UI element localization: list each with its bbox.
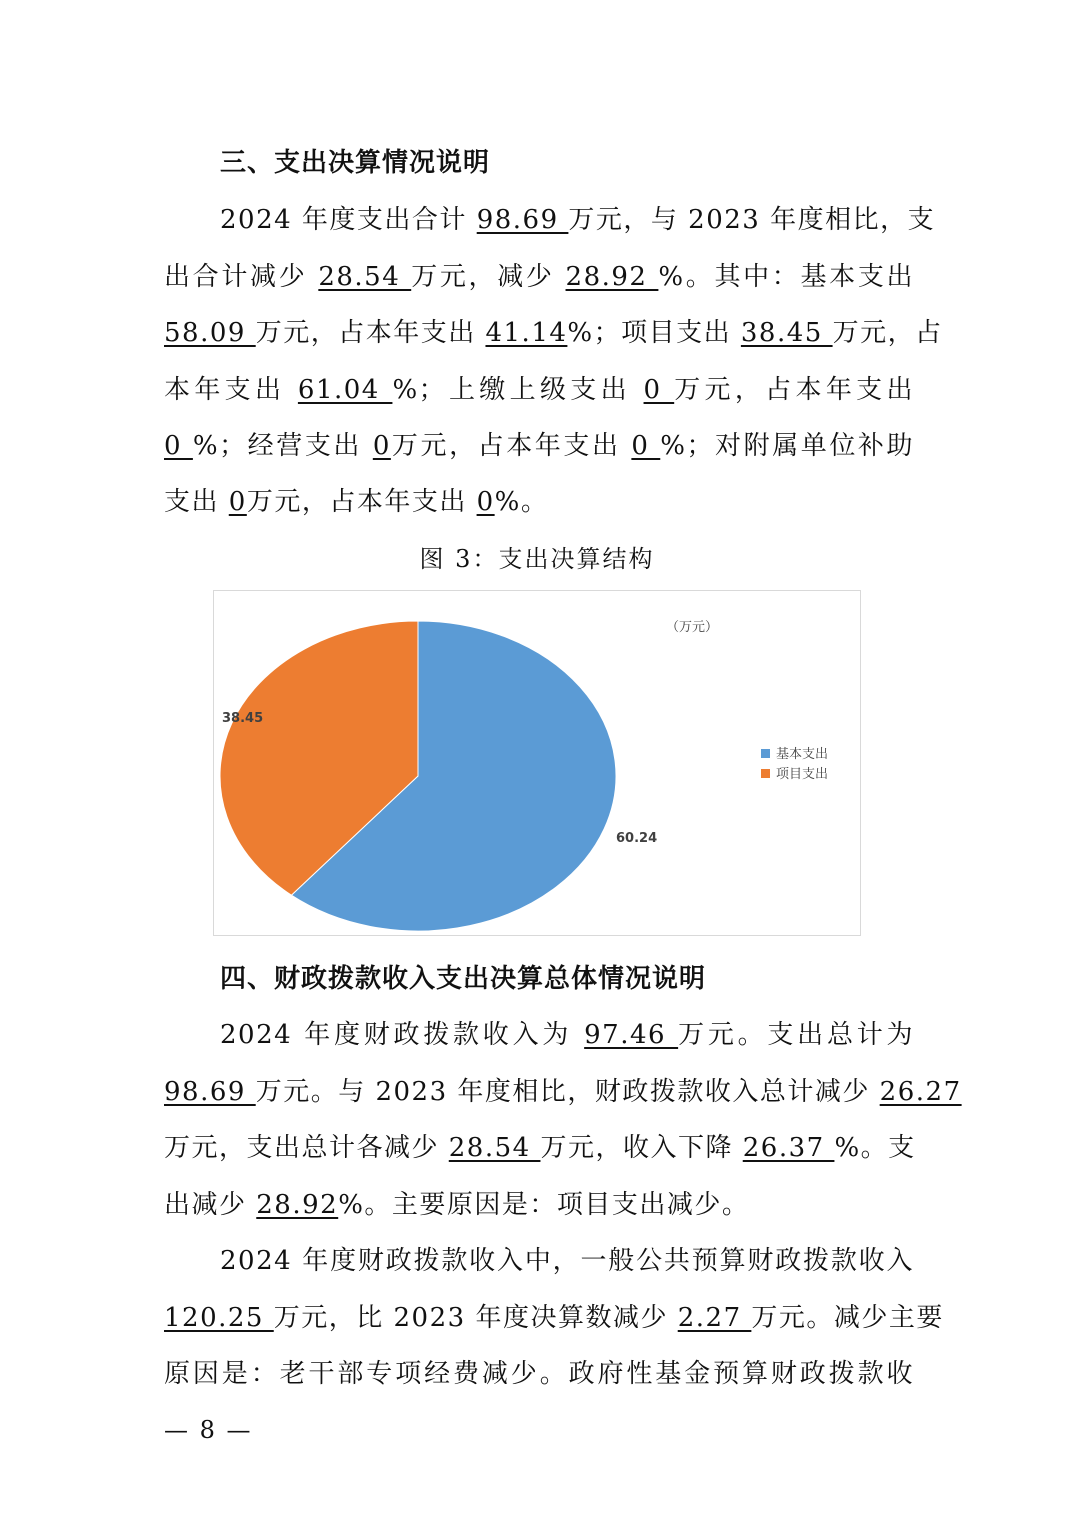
text-segment: %。支 — [834, 1133, 916, 1163]
underlined-value: 2.27 — [677, 1303, 752, 1333]
underlined-value: 0 — [643, 375, 675, 405]
unit-label: （万元） — [666, 620, 719, 635]
underlined-value: 28.54 — [318, 262, 412, 292]
underlined-value: 0 — [631, 431, 661, 461]
underlined-value: 41.14 — [485, 318, 568, 348]
underlined-value: 26.37 — [742, 1133, 835, 1163]
text-segment: %。 — [494, 487, 549, 517]
text-segment: %。其中：基本支出 — [658, 262, 915, 292]
figure-caption: 图 3：支出决算结构 — [419, 545, 655, 573]
text-segment: 万元，与 2023 年度相比，支 — [568, 205, 936, 235]
text-segment: 支出 — [164, 487, 229, 517]
text-segment: 出合计减少 — [164, 262, 319, 292]
section-4-line — [220, 1014, 914, 1051]
section-3-line — [164, 312, 943, 349]
text-segment: 2024 年度财政拨款收入为 — [220, 1020, 585, 1050]
section-3-line — [164, 425, 914, 462]
text-segment: 万元，比 2023 年度决算数减少 — [273, 1303, 678, 1333]
text-segment: %。主要原因是：项目支出减少。 — [338, 1190, 750, 1220]
text-segment: 2024 年度财政拨款收入中，一般公共预算财政拨款收入 — [220, 1246, 914, 1276]
legend-label: 基本支出 — [776, 747, 829, 762]
data-label: 60.24 — [616, 831, 658, 846]
text-segment: 万元，减少 — [411, 262, 566, 292]
text-segment: 原因是：老干部专项经费减少。政府性基金预算财政拨款收 — [164, 1359, 914, 1389]
section-4-line — [164, 1071, 962, 1108]
text-segment: 出减少 — [164, 1190, 257, 1220]
underlined-value: 98.69 — [476, 205, 569, 235]
section-4-line — [220, 1240, 914, 1277]
section-3-line — [220, 199, 936, 236]
text-segment: 万元，收入下降 — [540, 1133, 743, 1163]
section-4-line — [164, 1127, 914, 1164]
page-number: — 8 — — [164, 1416, 253, 1444]
text-segment: 万元，占本年支出 — [674, 375, 914, 405]
underlined-value: 120.25 — [164, 1303, 274, 1333]
text-segment: 万元。支出总计为 — [678, 1020, 914, 1050]
underlined-value: 61.04 — [297, 375, 393, 405]
underlined-value: 98.69 — [164, 1077, 256, 1107]
underlined-value: 58.09 — [164, 318, 256, 348]
legend-label: 项目支出 — [776, 767, 829, 782]
text-segment: %；经营支出 — [192, 431, 373, 461]
text-segment: %；项目支出 — [567, 318, 741, 348]
section-3-line — [164, 369, 914, 406]
pie-chart-svg — [214, 591, 862, 937]
section-3-line — [164, 481, 914, 518]
text-segment: 万元，支出总计各减少 — [164, 1133, 449, 1163]
section-3-line — [164, 256, 914, 293]
underlined-value: 97.46 — [584, 1020, 679, 1050]
text-segment: 本年支出 — [164, 375, 298, 405]
section-4-line — [164, 1184, 914, 1221]
section-4-heading: 四、财政拨款收入支出决算总体情况说明 — [220, 964, 707, 994]
text-segment: %；上缴上级支出 — [392, 375, 644, 405]
underlined-value: 0 — [164, 431, 193, 461]
underlined-value: 28.92 — [256, 1190, 339, 1220]
pie-chart — [213, 590, 861, 936]
text-segment: 万元，占本年支出 — [255, 318, 486, 348]
text-segment: 万元。减少主要 — [751, 1303, 944, 1333]
legend-swatch — [761, 769, 770, 778]
underlined-value: 0 — [372, 431, 391, 461]
data-label: 38.45 — [222, 711, 264, 726]
underlined-value: 28.54 — [448, 1133, 541, 1163]
underlined-value: 28.92 — [565, 262, 659, 292]
text-segment: 万元，占 — [832, 318, 943, 348]
text-segment: 2024 年度支出合计 — [220, 205, 477, 235]
underlined-value: 38.45 — [740, 318, 833, 348]
text-segment: %；对附属单位补助 — [660, 431, 914, 461]
section-3-heading: 三、支出决算情况说明 — [220, 148, 491, 178]
underlined-value: 0 — [228, 487, 247, 517]
section-4-line — [164, 1297, 944, 1334]
underlined-value: 26.27 — [879, 1077, 962, 1107]
text-segment: 万元，占本年支出 — [246, 487, 477, 517]
legend-swatch — [761, 749, 770, 758]
underlined-value: 0 — [476, 487, 495, 517]
text-segment: 万元，占本年支出 — [390, 431, 632, 461]
text-segment: 万元。与 2023 年度相比，财政拨款收入总计减少 — [255, 1077, 880, 1107]
section-4-line — [164, 1353, 914, 1390]
